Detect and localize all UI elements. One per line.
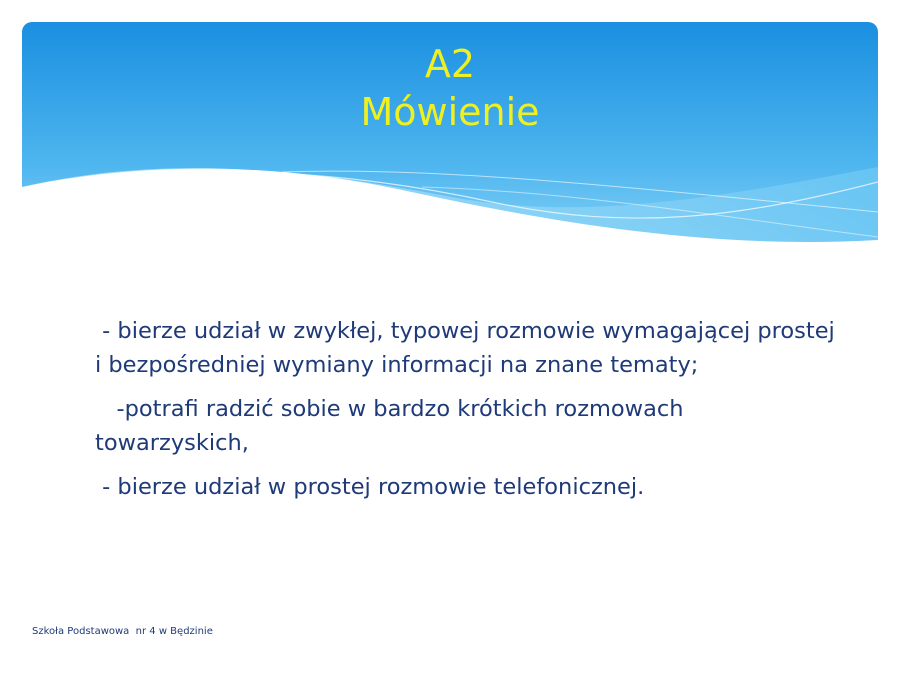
bullet-paragraph-2: -potrafi radzić sobie w bardzo krótkich rozmowach towarzyskich, [95, 396, 691, 456]
bullet-paragraph-3: - bierze udział w prostej rozmowie telefonicznej. [95, 474, 645, 500]
slide-footer: Szkoła Podstawowa nr 4 w Będzinie [32, 626, 213, 637]
slide-title [22, 40, 878, 136]
bullet-paragraph-1: - bierze udział w zwykłej, typowej rozmowie wymagającej prostej i bezpośredniej wymiany informacji na znane tematy; [95, 318, 842, 378]
slide-body [95, 314, 842, 514]
title-line-level: A2 [424, 42, 476, 86]
title-line-topic: Mówienie [360, 90, 540, 134]
